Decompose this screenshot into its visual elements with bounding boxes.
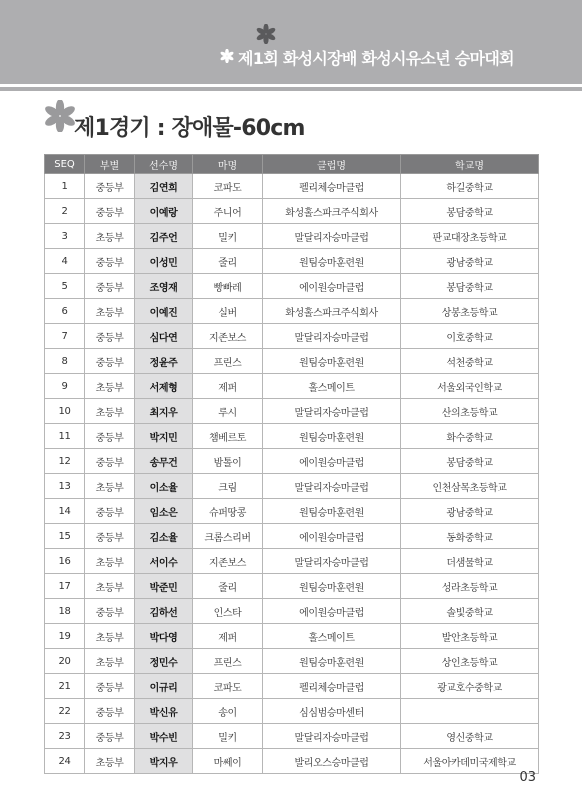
column-header-club: 클럽명	[263, 155, 401, 174]
school-cell: 상인초등학교	[401, 649, 539, 674]
seq-cell: 1	[45, 174, 85, 199]
horse-name-cell: 슈퍼땅콩	[193, 499, 263, 524]
rider-name-cell: 김연희	[135, 174, 193, 199]
school-cell: 하길중학교	[401, 174, 539, 199]
seq-cell: 21	[45, 674, 85, 699]
club-cell: 에이원승마클럽	[263, 274, 401, 299]
rider-name-cell: 서제형	[135, 374, 193, 399]
division-cell: 초등부	[85, 574, 135, 599]
seq-cell: 6	[45, 299, 85, 324]
seq-cell: 11	[45, 424, 85, 449]
club-cell: 화성홀스파크주식회사	[263, 199, 401, 224]
horse-name-cell: 실버	[193, 299, 263, 324]
school-cell: 더샘물학교	[401, 549, 539, 574]
division-cell: 초등부	[85, 474, 135, 499]
rider-name-cell: 정민수	[135, 649, 193, 674]
seq-cell: 13	[45, 474, 85, 499]
club-cell: 원팀승마훈련원	[263, 649, 401, 674]
horse-name-cell: 밀키	[193, 224, 263, 249]
division-cell: 중등부	[85, 199, 135, 224]
school-cell: 화수중학교	[401, 424, 539, 449]
club-cell: 원팀승마훈련원	[263, 249, 401, 274]
seq-cell: 7	[45, 324, 85, 349]
rider-name-cell: 이소율	[135, 474, 193, 499]
table-row	[45, 624, 539, 649]
club-cell: 말달리자승마클럽	[263, 224, 401, 249]
section-title: 제1경기 : 장애물-60cm	[74, 116, 305, 141]
column-header-seq: SEQ	[45, 155, 85, 174]
horse-name-cell: 지존보스	[193, 549, 263, 574]
horse-name-cell: 주니어	[193, 199, 263, 224]
club-cell: 원팀승마훈련원	[263, 499, 401, 524]
rider-name-cell: 조영재	[135, 274, 193, 299]
rider-name-cell: 박다영	[135, 624, 193, 649]
rider-name-cell: 김주언	[135, 224, 193, 249]
club-cell: 원팀승마훈련원	[263, 424, 401, 449]
division-cell: 초등부	[85, 374, 135, 399]
seq-cell: 8	[45, 349, 85, 374]
table-row	[45, 399, 539, 424]
rider-name-cell: 박신유	[135, 699, 193, 724]
rider-name-cell: 박준민	[135, 574, 193, 599]
seq-cell: 17	[45, 574, 85, 599]
horse-name-cell: 코파도	[193, 174, 263, 199]
division-cell: 중등부	[85, 274, 135, 299]
school-cell: 서울외국인학교	[401, 374, 539, 399]
club-cell: 발리오스승마클럽	[263, 749, 401, 774]
division-cell: 중등부	[85, 674, 135, 699]
horse-name-cell: 밀키	[193, 724, 263, 749]
table-row	[45, 524, 539, 549]
column-header-division: 부별	[85, 155, 135, 174]
seq-cell: 10	[45, 399, 85, 424]
horse-name-cell: 크롬스리버	[193, 524, 263, 549]
club-cell: 말달리자승마클럽	[263, 474, 401, 499]
table-row	[45, 299, 539, 324]
header-divider	[0, 87, 582, 91]
division-cell: 초등부	[85, 749, 135, 774]
seq-cell: 19	[45, 624, 85, 649]
table-row	[45, 599, 539, 624]
club-cell: 에이원승마클럽	[263, 599, 401, 624]
horse-name-cell: 제퍼	[193, 374, 263, 399]
table-row	[45, 549, 539, 574]
club-cell: 말달리자승마클럽	[263, 399, 401, 424]
club-cell: 원팀승마훈련원	[263, 349, 401, 374]
school-cell: 봉담중학교	[401, 199, 539, 224]
division-cell: 초등부	[85, 649, 135, 674]
school-cell: 이호중학교	[401, 324, 539, 349]
division-cell: 초등부	[85, 549, 135, 574]
school-cell: 발안초등학교	[401, 624, 539, 649]
club-cell: 말달리자승마클럽	[263, 724, 401, 749]
table-row	[45, 424, 539, 449]
rider-name-cell: 송무건	[135, 449, 193, 474]
club-cell: 홀스메이트	[263, 624, 401, 649]
horse-name-cell: 지존보스	[193, 324, 263, 349]
seq-cell: 18	[45, 599, 85, 624]
school-cell: 솔빛중학교	[401, 599, 539, 624]
rider-name-cell: 이성민	[135, 249, 193, 274]
school-cell: 성라초등학교	[401, 574, 539, 599]
rider-name-cell: 최지우	[135, 399, 193, 424]
table-row	[45, 174, 539, 199]
horse-name-cell: 밤톨이	[193, 449, 263, 474]
division-cell: 중등부	[85, 174, 135, 199]
table-row	[45, 199, 539, 224]
rider-name-cell: 이규리	[135, 674, 193, 699]
table-row	[45, 474, 539, 499]
division-cell: 중등부	[85, 524, 135, 549]
division-cell: 중등부	[85, 249, 135, 274]
division-cell: 중등부	[85, 449, 135, 474]
school-cell: 산의초등학교	[401, 399, 539, 424]
horse-name-cell: 크림	[193, 474, 263, 499]
header-band	[0, 0, 582, 84]
school-cell: 봉담중학교	[401, 449, 539, 474]
school-cell: 인천삼목초등학교	[401, 474, 539, 499]
horse-name-cell: 줄리	[193, 574, 263, 599]
club-cell: 에이원승마클럽	[263, 524, 401, 549]
horse-name-cell: 챔베르토	[193, 424, 263, 449]
rider-name-cell: 박지민	[135, 424, 193, 449]
seq-cell: 15	[45, 524, 85, 549]
club-cell: 말달리자승마클럽	[263, 324, 401, 349]
club-cell: 심심범승마센터	[263, 699, 401, 724]
seq-cell: 5	[45, 274, 85, 299]
seq-cell: 24	[45, 749, 85, 774]
seq-cell: 22	[45, 699, 85, 724]
small-star-icon	[220, 49, 234, 63]
rider-name-cell: 임소은	[135, 499, 193, 524]
school-cell: 광남중학교	[401, 499, 539, 524]
division-cell: 중등부	[85, 424, 135, 449]
horse-name-cell: 줄리	[193, 249, 263, 274]
horse-name-cell: 송이	[193, 699, 263, 724]
table-header-row	[45, 155, 539, 174]
club-cell: 펠리체승마클럽	[263, 174, 401, 199]
club-cell: 에이원승마클럽	[263, 449, 401, 474]
table-row	[45, 249, 539, 274]
school-cell: 판교대장초등학교	[401, 224, 539, 249]
rider-name-cell: 서이수	[135, 549, 193, 574]
school-cell: 동화중학교	[401, 524, 539, 549]
division-cell: 중등부	[85, 324, 135, 349]
club-cell: 화성홀스파크주식회사	[263, 299, 401, 324]
club-cell: 원팀승마훈련원	[263, 574, 401, 599]
horse-name-cell: 인스타	[193, 599, 263, 624]
column-header-rider: 선수명	[135, 155, 193, 174]
school-cell: 봉담중학교	[401, 274, 539, 299]
seq-cell: 12	[45, 449, 85, 474]
division-cell: 중등부	[85, 349, 135, 374]
horse-name-cell: 코파도	[193, 674, 263, 699]
table-row	[45, 224, 539, 249]
rider-name-cell: 이예진	[135, 299, 193, 324]
seq-cell: 20	[45, 649, 85, 674]
table-row	[45, 674, 539, 699]
column-header-horse: 마명	[193, 155, 263, 174]
club-cell: 펠리체승마클럽	[263, 674, 401, 699]
school-cell: 상봉초등학교	[401, 299, 539, 324]
star-icon	[44, 100, 76, 132]
division-cell: 중등부	[85, 724, 135, 749]
club-cell: 말달리자승마클럽	[263, 549, 401, 574]
table-row	[45, 749, 539, 774]
seq-cell: 16	[45, 549, 85, 574]
school-cell	[401, 699, 539, 724]
horse-name-cell: 마쎄이	[193, 749, 263, 774]
club-cell: 홀스메이트	[263, 374, 401, 399]
table-row	[45, 374, 539, 399]
column-header-school: 학교명	[401, 155, 539, 174]
rider-name-cell: 박수빈	[135, 724, 193, 749]
horse-name-cell: 프린스	[193, 649, 263, 674]
division-cell: 초등부	[85, 399, 135, 424]
rider-name-cell: 이예랑	[135, 199, 193, 224]
seq-cell: 14	[45, 499, 85, 524]
horse-name-cell: 루시	[193, 399, 263, 424]
rider-name-cell: 정윤주	[135, 349, 193, 374]
entry-table	[44, 154, 539, 774]
seq-cell: 23	[45, 724, 85, 749]
table-row	[45, 649, 539, 674]
table-row	[45, 499, 539, 524]
division-cell: 초등부	[85, 224, 135, 249]
star-icon	[256, 24, 276, 44]
rider-name-cell: 김하선	[135, 599, 193, 624]
table-row	[45, 574, 539, 599]
seq-cell: 3	[45, 224, 85, 249]
division-cell: 중등부	[85, 599, 135, 624]
rider-name-cell: 김소율	[135, 524, 193, 549]
event-title: 제1회 화성시장배 화성시유소년 승마대회	[238, 49, 514, 68]
seq-cell: 9	[45, 374, 85, 399]
table-row	[45, 699, 539, 724]
seq-cell: 4	[45, 249, 85, 274]
division-cell: 중등부	[85, 699, 135, 724]
school-cell: 영신중학교	[401, 724, 539, 749]
table-row	[45, 324, 539, 349]
school-cell: 광교호수중학교	[401, 674, 539, 699]
horse-name-cell: 제퍼	[193, 624, 263, 649]
school-cell: 서울아카데미국제학교	[401, 749, 539, 774]
division-cell: 초등부	[85, 624, 135, 649]
school-cell: 광남중학교	[401, 249, 539, 274]
horse-name-cell: 빵빠레	[193, 274, 263, 299]
table-row	[45, 449, 539, 474]
table-row	[45, 724, 539, 749]
horse-name-cell: 프린스	[193, 349, 263, 374]
seq-cell: 2	[45, 199, 85, 224]
table-row	[45, 274, 539, 299]
rider-name-cell: 박지우	[135, 749, 193, 774]
table-row	[45, 349, 539, 374]
school-cell: 석천중학교	[401, 349, 539, 374]
rider-name-cell: 심다연	[135, 324, 193, 349]
page-number: 03	[519, 770, 536, 785]
division-cell: 중등부	[85, 499, 135, 524]
division-cell: 초등부	[85, 299, 135, 324]
